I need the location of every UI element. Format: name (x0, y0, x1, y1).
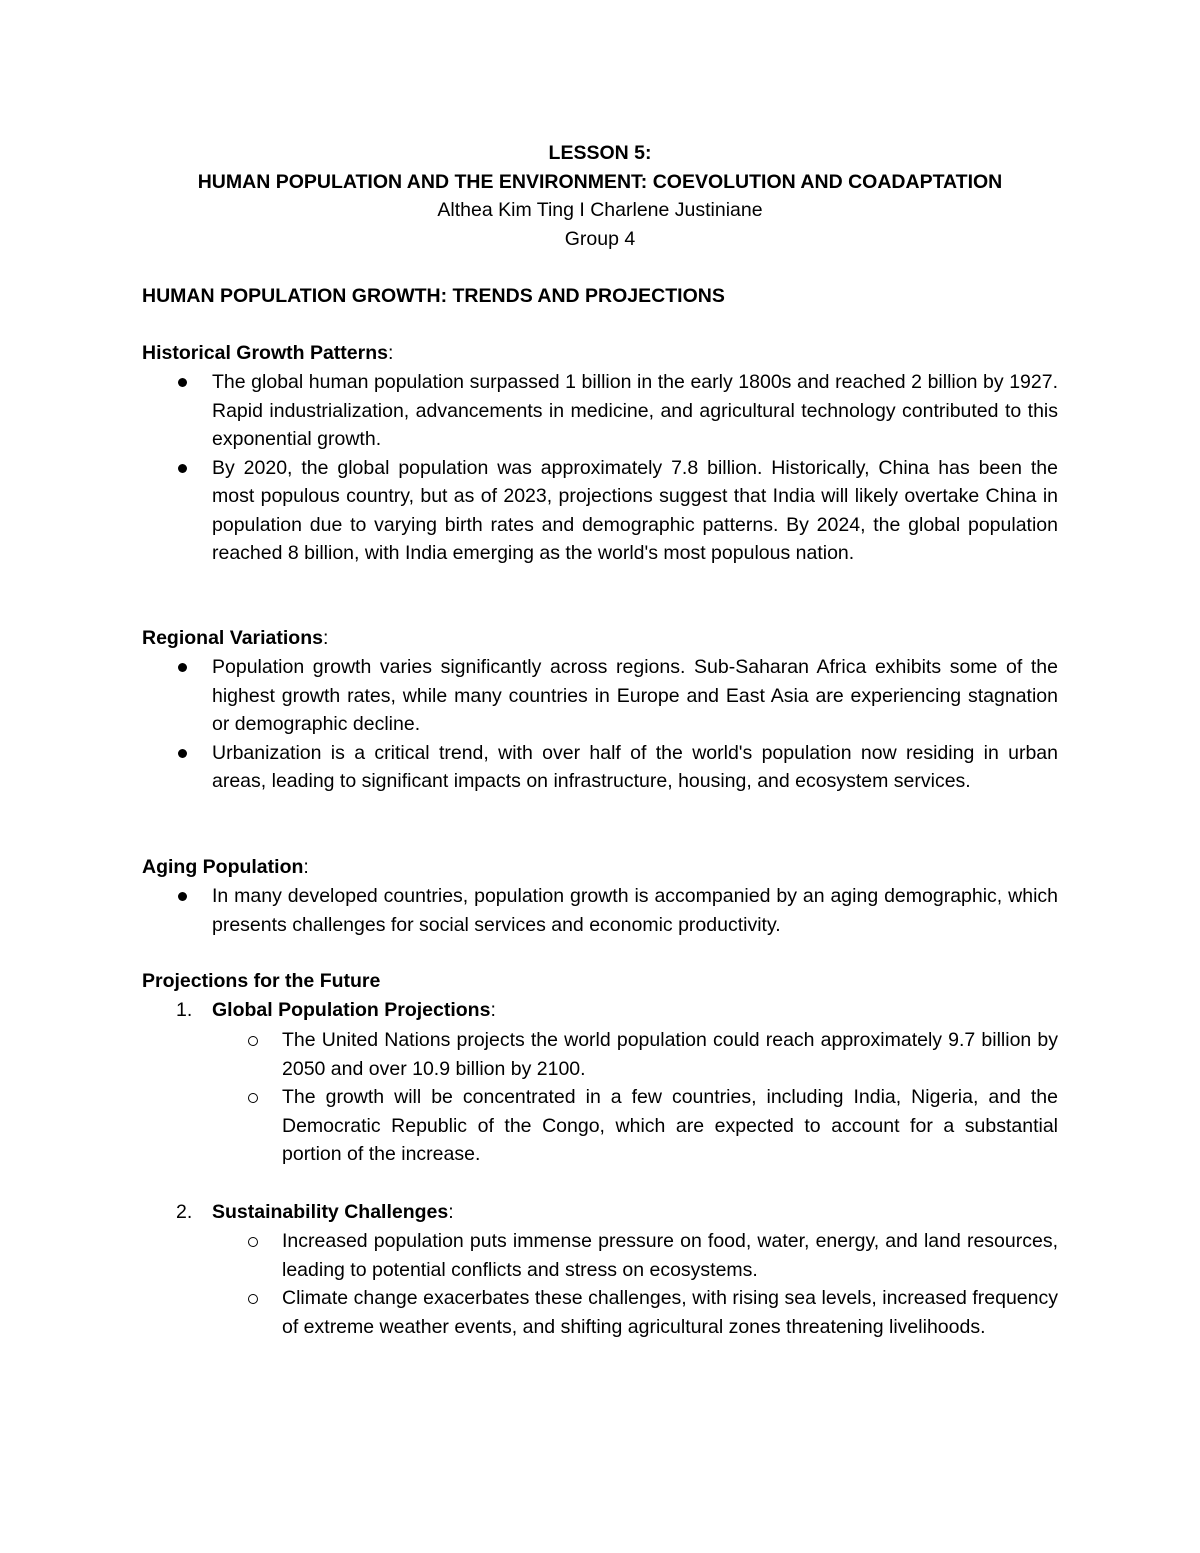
circle-bullet-icon (248, 1093, 258, 1103)
circle-bullet-icon (248, 1036, 258, 1046)
regional-heading: Regional Variations: (142, 627, 329, 649)
historical-list (142, 368, 1058, 568)
list-item: By 2020, the global population was approximately 7.8 billion. Historically, China has been the most populous country, but as of 2023, projections suggest that India will likely overtake China in population due to varying birth rates and demographic patterns. By 2024, the global population reached 8 billion, with India emerging as the world's most populous nation. (142, 454, 1058, 568)
item-title: Sustainability Challenges (212, 1201, 449, 1223)
document-page: LESSON 5: HUMAN POPULATION AND THE ENVIRONMENT: COEVOLUTION AND COADAPTATION Althea Kim Ting I Charlene Justiniane Group 4 HUMAN POPULATION GROWTH: TRENDS AND PROJECTIONS Historical Growth Patterns: The global human population surpassed 1 billion in the early 1800s and reached 2 billion by 1927. Rapid industrialization, advancements in medicine, and agricultural technology contributed to this exponential growth. By 2020, the global population was approximately 7.8 billion. Historically, China has been the most populous country, but as of 2023, projections suggest that India will likely overtake China in population due to varying birth rates and demographic patterns. By 2024, the global population reached 8 billion, with India emerging as the world's most populous nation. Regional Variations: Population growth varies significantly across regions. Sub-Saharan Africa exhibits some of the highest growth rates, while many countries in Europe and East Asia are experiencing stagnation or demographic decline. Urbanization is a critical trend, with over half of the world's population now residing in urban areas, leading to significant impacts on infrastructure, housing, and ecosystem services. Aging Population: In many developed countries, population growth is accompanied by an aging demographic, which presents challenges for social services and economic productivity. Projections for the Future 1. Global Population Projections: The United Nations projects the world population could reach approximately 9.7 billion by 2050 and over 10.9 billion by 2100. The growth will be concentrated in a few countries, including India, Nigeria, and the Democratic Republic of the Congo, which are expected to account for a substantial portion of the increase. 2. Sustainability Challenges: Increased population puts immense pressure on food, water, energy, and land resources, leading to potential conflicts and stress on ecosystems. Climate change exacerbates these challenges, with rising sea levels, increased frequency of extreme weather events, and shifting agricultural zones threatening livelihoods. (0, 0, 1200, 1553)
list-item: The global human population surpassed 1 billion in the early 1800s and reached 2 billion by 1927. Rapid industrialization, advancements in medicine, and agricultural technology contributed to this exponential growth. (142, 368, 1058, 454)
historical-heading: Historical Growth Patterns: (142, 342, 394, 364)
circle-bullet-icon (248, 1237, 258, 1247)
projections-heading: Projections for the Future (142, 970, 381, 992)
projections-sublist-2 (212, 1227, 1058, 1341)
section-title: HUMAN POPULATION GROWTH: TRENDS AND PROJECTIONS (142, 285, 725, 307)
lesson-title: HUMAN POPULATION AND THE ENVIRONMENT: COEVOLUTION AND COADAPTATION (197, 170, 1003, 193)
list-item: In many developed countries, population growth is accompanied by an aging demographic, which presents challenges for social services and economic productivity. (142, 882, 1058, 939)
projections-sublist-1 (212, 1026, 1058, 1169)
aging-heading: Aging Population: (142, 856, 309, 878)
bullet-icon (178, 892, 187, 901)
group-label: Group 4 (564, 227, 636, 250)
list-item: The United Nations projects the world population could reach approximately 9.7 billion by 2050 and over 10.9 billion by 2100. (212, 1026, 1058, 1083)
list-item: Increased population puts immense pressure on food, water, energy, and land resources, leading to potential conflicts and stress on ecosystems. (212, 1227, 1058, 1284)
aging-list (142, 882, 1058, 939)
bullet-icon (178, 464, 187, 473)
bullet-icon (178, 749, 187, 758)
list-item: Population growth varies significantly across regions. Sub-Saharan Africa exhibits some of the highest growth rates, while many countries in Europe and East Asia are experiencing stagnation or demographic decline. (142, 653, 1058, 739)
item-number: 1. (176, 999, 193, 1021)
regional-list (142, 653, 1058, 796)
bullet-icon (178, 663, 187, 672)
list-item: Urbanization is a critical trend, with over half of the world's population now residing in urban areas, leading to significant impacts on infrastructure, housing, and ecosystem services. (142, 739, 1058, 796)
item-title: Global Population Projections (212, 999, 491, 1021)
lesson-label: LESSON 5: (548, 142, 652, 164)
authors: Althea Kim Ting I Charlene Justiniane (437, 199, 763, 221)
list-item: Climate change exacerbates these challenges, with rising sea levels, increased frequency of extreme weather events, and shifting agricultural zones threatening livelihoods. (212, 1284, 1058, 1341)
circle-bullet-icon (248, 1294, 258, 1304)
item-number: 2. (176, 1201, 193, 1223)
document-header (0, 139, 1200, 253)
list-item: The growth will be concentrated in a few countries, including India, Nigeria, and the Democratic Republic of the Congo, which are expected to account for a substantial portion of the increase. (212, 1083, 1058, 1169)
bullet-icon (178, 378, 187, 387)
